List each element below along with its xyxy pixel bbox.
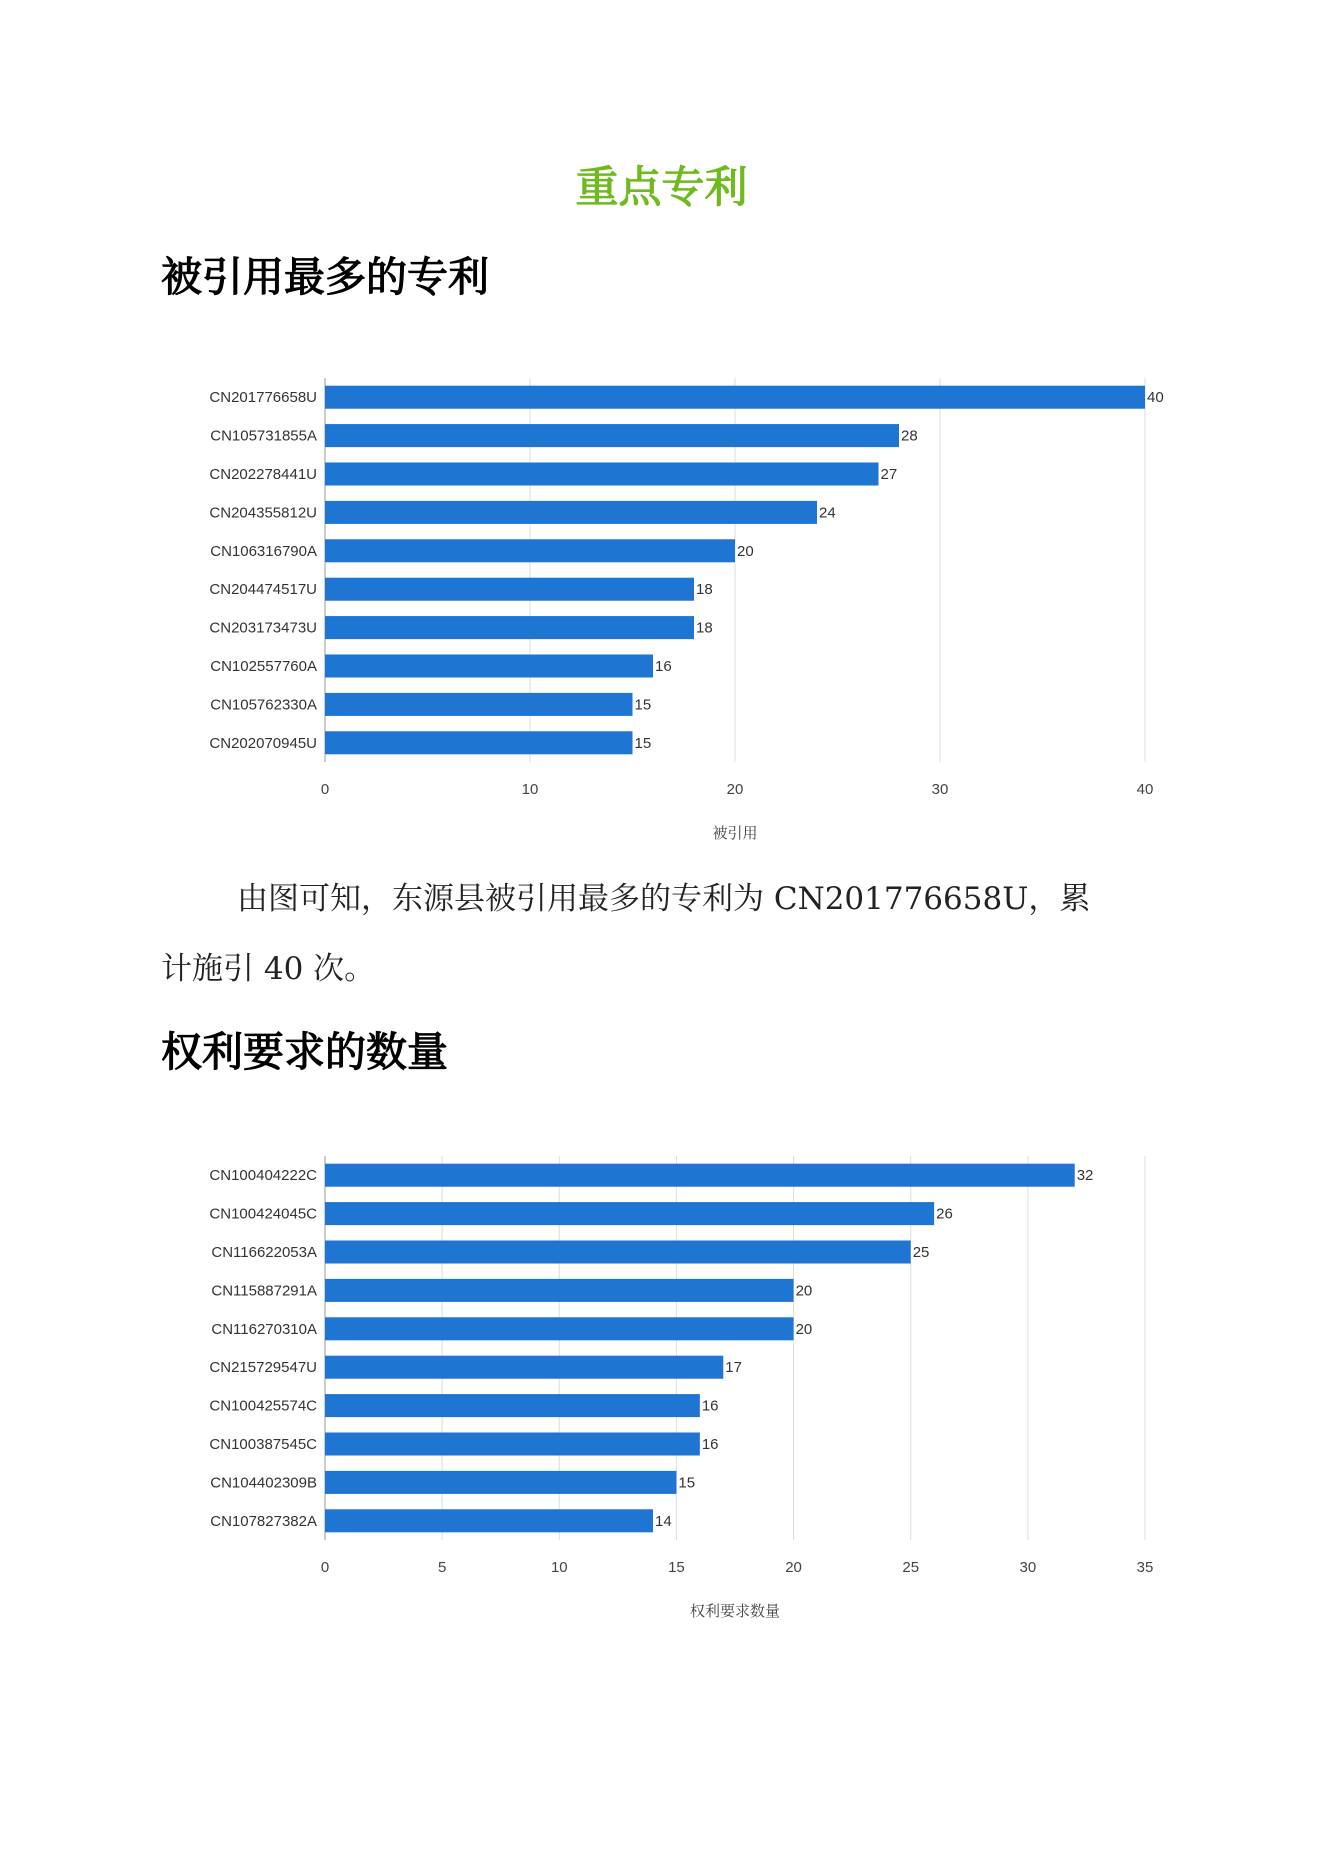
x-tick-label: 35 (1136, 1559, 1154, 1576)
analysis-paragraph-line-2: 计施引 40 次。 (161, 951, 376, 987)
x-tick-label: 10 (550, 1559, 568, 1576)
category-label: CN116622053A (211, 1244, 317, 1261)
category-label: CN204474517U (209, 581, 317, 599)
data-label: 20 (737, 542, 754, 560)
bar (325, 501, 817, 524)
data-label: 15 (634, 734, 652, 752)
data-label: 17 (725, 1359, 742, 1377)
category-label: CN100425574C (209, 1397, 317, 1415)
data-label: 15 (678, 1474, 696, 1492)
section-heading-most-cited: 被引用最多的专利 (161, 253, 489, 301)
x-axis-label: 权利要求数量 (689, 1602, 781, 1620)
category-label: CN202278441U (209, 466, 317, 483)
x-tick-label: 30 (931, 781, 949, 798)
bar (325, 731, 633, 754)
category-label: CN107827382A (210, 1512, 317, 1530)
data-label: 26 (936, 1205, 953, 1223)
analysis-paragraph (161, 864, 1161, 1004)
category-label: CN105731855A (210, 427, 317, 445)
bar (325, 654, 653, 677)
bar (325, 462, 879, 485)
data-label: 28 (901, 427, 918, 445)
bar (325, 1279, 794, 1302)
x-tick-label: 0 (320, 781, 330, 798)
category-label: CN105762330A (210, 696, 317, 714)
category-label: CN204355812U (209, 504, 317, 522)
bar (325, 693, 633, 716)
data-label: 27 (880, 466, 898, 483)
category-label: CN102557760A (210, 658, 317, 675)
bar (325, 578, 694, 601)
bar (325, 539, 735, 562)
bar (325, 1471, 676, 1494)
bar (325, 1240, 911, 1263)
section-heading-claims-count: 权利要求的数量 (161, 1028, 448, 1076)
data-label: 32 (1076, 1167, 1094, 1185)
x-axis-label: 被引用 (712, 824, 758, 842)
data-label: 25 (912, 1244, 930, 1261)
data-label: 15 (634, 696, 652, 714)
category-label: CN202070945U (209, 734, 317, 752)
bar (325, 1394, 700, 1417)
bar (325, 1317, 794, 1340)
bar (325, 1509, 653, 1532)
bar (325, 616, 694, 639)
bar (325, 1202, 934, 1225)
data-label: 16 (655, 658, 672, 675)
data-label: 16 (701, 1397, 719, 1415)
x-tick-label: 30 (1019, 1559, 1037, 1576)
x-tick-label: 40 (1136, 781, 1154, 798)
x-tick-label: 5 (437, 1559, 447, 1576)
x-tick-label: 20 (726, 781, 744, 798)
most-cited-patents-chart (180, 370, 1164, 842)
claims-count-chart (180, 1148, 1160, 1618)
x-tick-label: 0 (320, 1559, 330, 1576)
x-tick-label: 15 (668, 1559, 685, 1576)
category-label: CN100387545C (209, 1436, 317, 1453)
category-label: CN215729547U (209, 1359, 317, 1377)
x-tick-label: 10 (521, 781, 539, 798)
data-label: 20 (795, 1320, 813, 1338)
x-tick-label: 25 (902, 1559, 920, 1576)
most-cited-patents-chart-svg (180, 370, 1164, 842)
data-label: 18 (696, 619, 713, 637)
page-title: 重点专利 (575, 163, 748, 213)
data-label: 20 (795, 1282, 813, 1300)
bar (325, 1164, 1075, 1187)
data-label: 18 (696, 581, 713, 599)
category-label: CN203173473U (209, 619, 317, 637)
bar (325, 386, 1145, 409)
data-label: 24 (819, 504, 836, 522)
claims-count-chart-svg (180, 1148, 1160, 1618)
category-label: CN106316790A (210, 542, 317, 560)
data-label: 40 (1147, 389, 1164, 407)
category-label: CN201776658U (209, 389, 317, 407)
category-label: CN100404222C (209, 1167, 317, 1185)
data-label: 14 (655, 1512, 672, 1530)
category-label: CN100424045C (209, 1205, 317, 1223)
category-label: CN104402309B (210, 1474, 317, 1492)
analysis-paragraph-line-1: 由图可知，东源县被引用最多的专利为 CN201776658U，累 (237, 881, 1091, 917)
bar (325, 1356, 723, 1379)
category-label: CN116270310A (211, 1320, 317, 1338)
category-label: CN115887291A (211, 1282, 317, 1300)
x-tick-label: 20 (785, 1559, 802, 1576)
bar (325, 1432, 700, 1455)
data-label: 16 (701, 1436, 719, 1453)
bar (325, 424, 899, 447)
